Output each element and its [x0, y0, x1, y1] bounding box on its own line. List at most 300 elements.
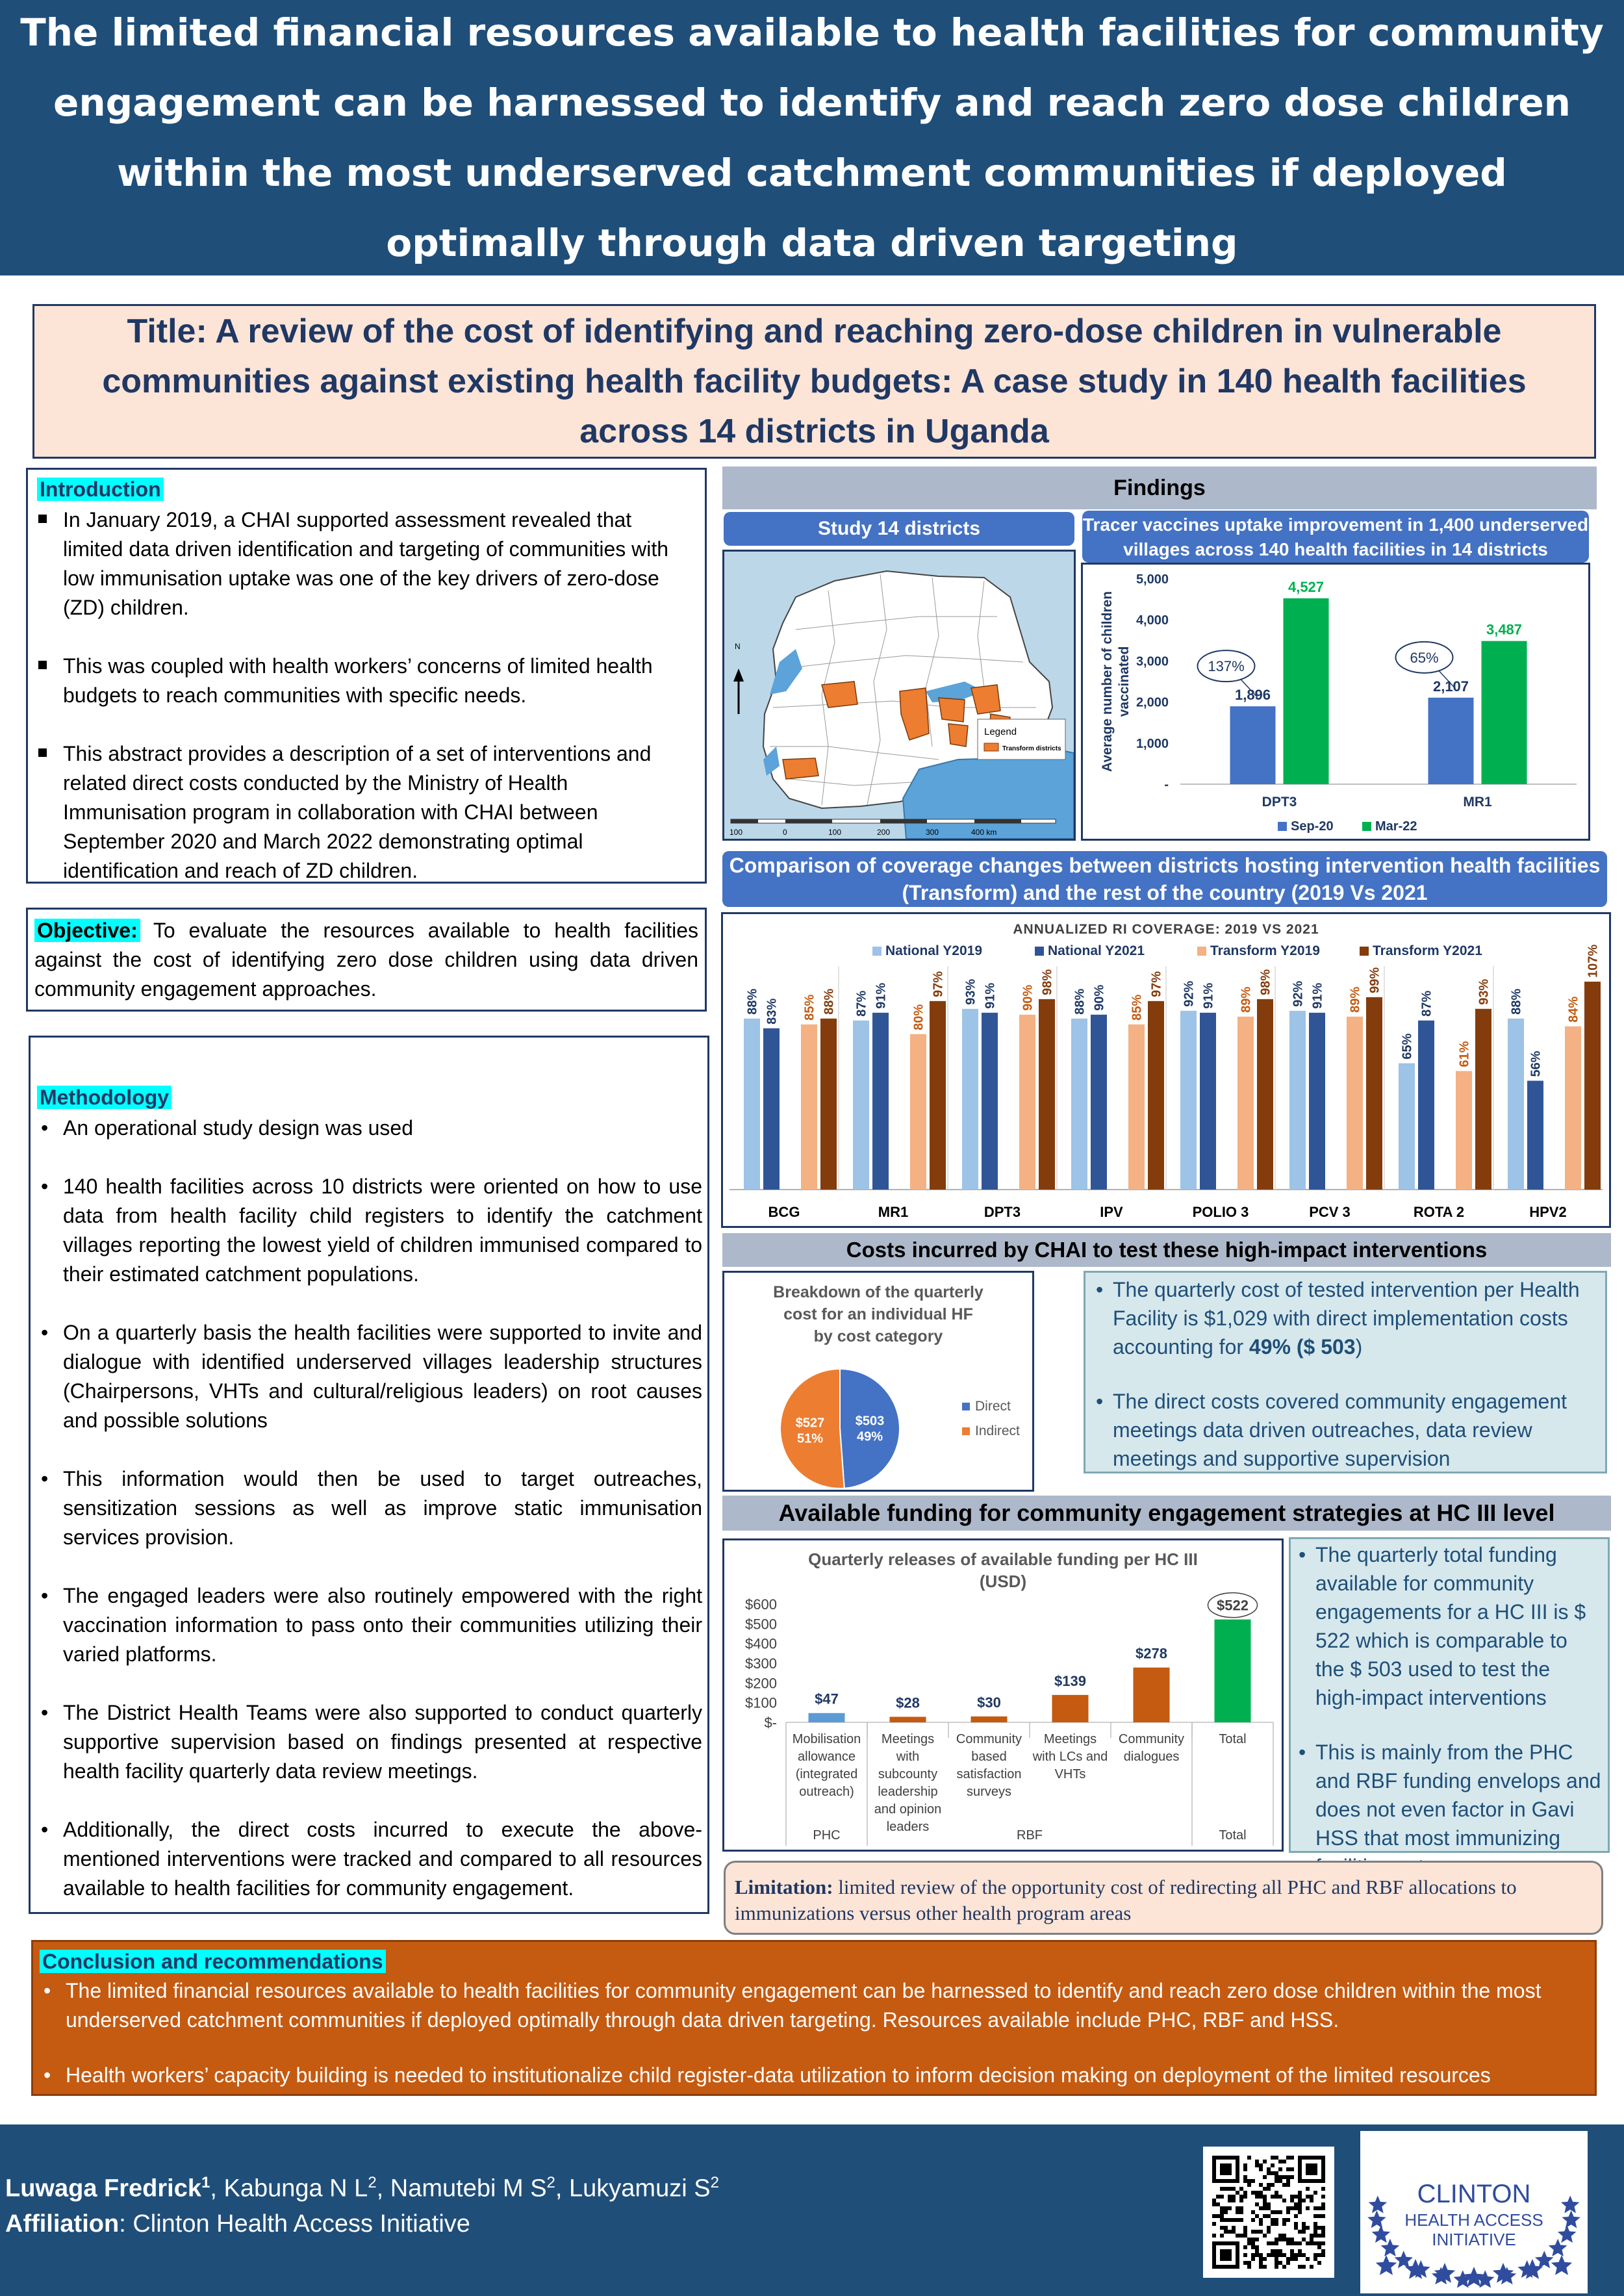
qr-module	[1247, 2183, 1251, 2187]
costs-bullet-close: )	[1355, 1335, 1363, 1358]
qr-module	[1271, 2171, 1275, 2175]
qr-module	[1251, 2230, 1255, 2234]
logo-star	[1372, 2225, 1391, 2243]
qr-module	[1290, 2249, 1294, 2253]
author-affiliation-mark: 1	[201, 2174, 210, 2191]
slice-pct-label: 49%	[856, 1429, 883, 1444]
qr-module	[1302, 2222, 1306, 2226]
qr-module	[1239, 2210, 1243, 2214]
qr-module	[1228, 2199, 1232, 2202]
y-tick-label: 4,000	[1136, 613, 1169, 628]
qr-module	[1278, 2253, 1282, 2257]
qr-module	[1275, 2156, 1278, 2160]
qr-module	[1236, 2234, 1239, 2238]
legend-swatch	[962, 1427, 970, 1435]
qr-module	[1290, 2167, 1294, 2171]
author-name: Luwaga Fredrick	[5, 2175, 201, 2202]
bar-value-label: 90%	[1092, 984, 1107, 1011]
qr-module	[1282, 2183, 1286, 2187]
qr-module	[1271, 2195, 1275, 2199]
qr-module	[1236, 2206, 1239, 2210]
group-label: Total	[1219, 1828, 1247, 1843]
qr-module	[1247, 2238, 1251, 2241]
qr-module	[1247, 2241, 1251, 2245]
qr-module	[1220, 2195, 1224, 2199]
qr-module	[1321, 2206, 1325, 2210]
slice-value-label: $503	[855, 1414, 885, 1429]
qr-module	[1310, 2238, 1313, 2241]
x-tick-label: and opinion	[874, 1802, 942, 1817]
qr-module	[1290, 2206, 1294, 2210]
qr-module	[1259, 2206, 1263, 2210]
bar	[1289, 1011, 1306, 1190]
legend-label: Transform Y2019	[1210, 943, 1320, 958]
qr-module	[1282, 2160, 1286, 2163]
y-axis-label-line2: vaccinated	[1117, 646, 1132, 717]
bar	[872, 1013, 889, 1190]
bar-value-label: 98%	[1258, 969, 1273, 995]
qr-module	[1302, 2238, 1306, 2241]
list-item: • The direct costs covered community engagement meetings data driven outreaches, data review meetings and supportive supervision	[1095, 1387, 1597, 1473]
bar-value-label: 93%	[963, 978, 978, 1005]
funding-text-box	[1289, 1537, 1610, 1853]
bar-value-label: $139	[1054, 1672, 1086, 1689]
qr-module	[1263, 2199, 1267, 2202]
qr-module	[1243, 2234, 1247, 2238]
qr-module	[1310, 2241, 1313, 2245]
x-tick-label: Mobilisation	[792, 1732, 861, 1746]
qr-module	[1255, 2238, 1259, 2241]
qr-module	[1271, 2163, 1275, 2167]
qr-module	[1271, 2156, 1275, 2160]
costs-bullet-text: The quarterly cost of tested intervention per Health Facility is $1,029 with direct implementation costs accounting for	[1113, 1278, 1580, 1358]
qr-module	[1290, 2257, 1294, 2261]
bar-value-label: 88%	[1072, 988, 1087, 1015]
qr-module	[1313, 2206, 1317, 2210]
list-item: • This information would then be used to target outreaches, sensitization sessions as well as improve static immunisation services provision.	[37, 1464, 702, 1552]
qr-module	[1259, 2195, 1263, 2199]
qr-module	[1259, 2265, 1263, 2269]
group-label: RBF	[1017, 1828, 1043, 1843]
bar	[1052, 1695, 1089, 1722]
legend-label: Indirect	[975, 1423, 1020, 1438]
bar-value-label: 4,527	[1288, 578, 1325, 595]
introduction-list	[37, 505, 696, 886]
qr-module	[1259, 2163, 1263, 2167]
uganda-map	[722, 550, 1076, 841]
bar	[910, 1034, 926, 1190]
qr-module	[1310, 2199, 1313, 2202]
bar-value-label: 88%	[822, 988, 837, 1015]
bar-value-label: 88%	[1509, 988, 1524, 1015]
qr-module	[1259, 2218, 1263, 2222]
map-legend-item: Transform districts	[1002, 745, 1061, 752]
chart-title-line: (USD)	[979, 1572, 1027, 1591]
qr-module	[1212, 2202, 1216, 2206]
qr-module	[1286, 2257, 1290, 2261]
limitation-label: Limitation:	[735, 1876, 833, 1898]
bar-value-label: 91%	[874, 982, 889, 1009]
qr-module	[1313, 2222, 1317, 2226]
bar	[890, 1717, 926, 1722]
bar-value-label: 85%	[802, 994, 817, 1021]
coverage-chart	[723, 914, 1609, 1226]
x-tick-label: HPV2	[1529, 1204, 1567, 1220]
list-item: • Health workers’ capacity building is needed to institutionalize child register-data utilization to inform decision making on deployment of the limited resources	[40, 2061, 1588, 2090]
x-tick-label: with	[896, 1750, 920, 1764]
pie-slice	[840, 1369, 900, 1488]
qr-module	[1243, 2195, 1247, 2199]
author-name: Kabunga N L	[223, 2175, 368, 2202]
conclusion-heading: Conclusion and recommendations	[40, 1950, 386, 1973]
qr-module	[1275, 2257, 1278, 2261]
map-legend-title: Legend	[984, 726, 1017, 737]
qr-module	[1313, 2191, 1317, 2195]
costs-header	[722, 1233, 1611, 1267]
qr-module	[1321, 2214, 1325, 2218]
qr-module	[1294, 2206, 1298, 2210]
legend-label: Mar-22	[1375, 819, 1417, 834]
x-tick-label: ROTA 2	[1413, 1204, 1465, 1220]
footer	[0, 2124, 1624, 2296]
author-affiliation-mark: 2	[368, 2174, 377, 2191]
x-tick-label: VHTs	[1054, 1767, 1086, 1781]
y-tick-label: $400	[745, 1635, 777, 1652]
qr-module	[1278, 2175, 1282, 2179]
bar-value-label: 87%	[854, 990, 869, 1017]
bar	[1508, 1019, 1524, 1190]
bar	[744, 1019, 760, 1190]
author-affiliation-mark: 2	[710, 2174, 719, 2191]
qr-finder-core	[1306, 2163, 1317, 2175]
logo-star	[1561, 2195, 1580, 2213]
qr-module	[1286, 2238, 1290, 2241]
qr-module	[1313, 2234, 1317, 2238]
qr-module	[1298, 2230, 1302, 2234]
affiliation-label: Affiliation	[5, 2210, 120, 2238]
qr-module	[1306, 2206, 1310, 2210]
legend-label: National Y2019	[885, 943, 983, 958]
logo-star	[1381, 2239, 1400, 2256]
bar	[1215, 1620, 1251, 1722]
x-tick-label: leadership	[878, 1785, 938, 1799]
qr-module	[1275, 2241, 1278, 2245]
bar-value-label: 93%	[1477, 978, 1491, 1005]
scale-label: 100	[828, 828, 842, 837]
bar-value-label: 99%	[1367, 967, 1382, 993]
qr-module	[1282, 2265, 1286, 2269]
qr-module	[1302, 2199, 1306, 2202]
qr-module	[1243, 2167, 1247, 2171]
bar	[1456, 1071, 1472, 1190]
qr-module	[1286, 2179, 1290, 2183]
qr-module	[1251, 2210, 1255, 2214]
logo-star	[1369, 2195, 1388, 2213]
qr-module	[1306, 2226, 1310, 2230]
qr-module	[1286, 2183, 1290, 2187]
x-tick-label: IPV	[1100, 1204, 1123, 1220]
qr-module	[1255, 2245, 1259, 2249]
qr-module	[1298, 2241, 1302, 2245]
qr-module	[1239, 2234, 1243, 2238]
qr-module	[1239, 2218, 1243, 2222]
bar-value-label: $47	[815, 1690, 839, 1707]
conclusion-panel	[31, 1940, 1597, 2096]
qr-module	[1267, 2167, 1271, 2171]
qr-module	[1278, 2179, 1282, 2183]
qr-module	[1278, 2261, 1282, 2265]
qr-module	[1290, 2253, 1294, 2257]
qr-module	[1267, 2214, 1271, 2218]
bar	[930, 1001, 946, 1190]
map-title-text: Study 14 districts	[817, 518, 981, 539]
scale-label: 200	[877, 828, 891, 837]
qr-module	[1302, 2230, 1306, 2234]
qr-code[interactable]	[1203, 2147, 1334, 2278]
x-tick-label: Community	[956, 1732, 1022, 1746]
scale-label: 400 km	[971, 828, 997, 837]
x-tick-label: outreach)	[799, 1785, 854, 1799]
qr-module	[1294, 2226, 1298, 2230]
qr-module	[1236, 2218, 1239, 2222]
qr-module	[1275, 2261, 1278, 2265]
qr-module	[1298, 2253, 1302, 2257]
qr-module	[1275, 2249, 1278, 2253]
qr-module	[1321, 2202, 1325, 2206]
qr-module	[1275, 2210, 1278, 2214]
qr-module	[1263, 2187, 1267, 2191]
qr-module	[1251, 2191, 1255, 2195]
tracer-chart-box	[1081, 563, 1590, 841]
methodology-panel	[29, 1036, 709, 1914]
qr-module	[1239, 2195, 1243, 2199]
qr-module	[1271, 2218, 1275, 2222]
qr-module	[1263, 2202, 1267, 2206]
list-item: • This is mainly from the PHC and RBF funding envelops and does not even factor in Gavi HSS that most immunizing	[1297, 1738, 1601, 1881]
qr-module	[1313, 2241, 1317, 2245]
legend-swatch	[1035, 947, 1044, 956]
qr-module	[1317, 2214, 1321, 2218]
scale-label: 300	[926, 828, 939, 837]
qr-module	[1236, 2210, 1239, 2214]
bar	[1019, 1015, 1035, 1190]
qr-module	[1263, 2257, 1267, 2261]
qr-module	[1247, 2179, 1251, 2183]
author-affiliation-mark: 2	[546, 2174, 555, 2191]
bar-value-label: 97%	[1149, 971, 1164, 997]
qr-module	[1259, 2261, 1263, 2265]
logo-line: INITIATIVE	[1432, 2230, 1516, 2249]
bar	[1039, 999, 1055, 1190]
bar-value-label: 89%	[1348, 986, 1363, 1013]
qr-module	[1290, 2199, 1294, 2202]
bar	[1527, 1080, 1543, 1190]
bar-value-label: 80%	[911, 1004, 926, 1030]
qr-module	[1232, 2187, 1236, 2191]
bar	[1399, 1064, 1415, 1190]
qr-module	[1255, 2214, 1259, 2218]
list-item: • An operational study design was used	[37, 1114, 702, 1143]
bar	[1230, 706, 1276, 784]
x-tick-label: (integrated	[795, 1767, 858, 1781]
qr-module	[1286, 2210, 1290, 2214]
legend-swatch	[1360, 947, 1369, 956]
x-tick-label: Community	[1118, 1732, 1185, 1746]
bar-value-label: 84%	[1566, 996, 1581, 1023]
bar-value-label: 65%	[1400, 1033, 1415, 1060]
qr-module	[1255, 2160, 1259, 2163]
list-item: This was coupled with health workers’ concerns of limited health budgets to reach communities with specific needs.	[37, 652, 696, 710]
qr-module	[1228, 2195, 1232, 2199]
introduction-panel	[26, 468, 707, 884]
qr-module	[1251, 2245, 1255, 2249]
y-tick-label: $100	[745, 1694, 777, 1711]
bar	[982, 1013, 998, 1190]
qr-module	[1228, 2218, 1232, 2222]
bar-value-label: 87%	[1419, 990, 1434, 1017]
qr-module	[1224, 2187, 1228, 2191]
objective-panel	[26, 908, 707, 1012]
qr-module	[1232, 2199, 1236, 2202]
qr-module	[1282, 2238, 1286, 2241]
bar	[1071, 1019, 1087, 1190]
qr-module	[1267, 2206, 1271, 2210]
funding-chart	[724, 1540, 1282, 1850]
introduction-heading: Introduction	[37, 478, 164, 501]
qr-module	[1243, 2261, 1247, 2265]
banner-headline: The limited financial resources available to health facilities for community engagement can be harnessed to identify and reach zero dose children within the most underserved catchment communities if deployed optimally through data driven targeting	[20, 10, 1604, 265]
qr-module	[1275, 2179, 1278, 2183]
legend-swatch	[962, 1403, 970, 1410]
author-name: Lukyamuzi S	[569, 2175, 711, 2202]
qr-module	[1224, 2206, 1228, 2210]
chart-title: ANNUALIZED RI COVERAGE: 2019 VS 2021	[1013, 922, 1319, 937]
qr-module	[1321, 2241, 1325, 2245]
qr-module	[1220, 2206, 1224, 2210]
qr-module	[1282, 2218, 1286, 2222]
qr-module	[1282, 2175, 1286, 2179]
legend-swatch	[1278, 822, 1287, 831]
qr-module	[1224, 2218, 1228, 2222]
bar-value-label: 90%	[1021, 984, 1035, 1011]
logo-star	[1562, 2210, 1580, 2228]
qr-module	[1267, 2230, 1271, 2234]
qr-module	[1267, 2171, 1271, 2175]
qr-module	[1228, 2230, 1232, 2234]
qr-module	[1239, 2187, 1243, 2191]
logo-star	[1522, 2259, 1543, 2279]
bar	[1565, 1027, 1581, 1190]
qr-module	[1232, 2195, 1236, 2199]
tracer-chart	[1083, 565, 1588, 839]
map-title	[724, 512, 1074, 546]
qr-module	[1212, 2234, 1216, 2238]
x-tick-label: Total	[1219, 1732, 1247, 1746]
bar	[1475, 1009, 1491, 1190]
x-tick-label: based	[971, 1750, 1007, 1764]
chart-title-line: Breakdown of the quarterly	[773, 1283, 983, 1301]
qr-module	[1290, 2241, 1294, 2245]
qr-module	[1243, 2253, 1247, 2257]
bar	[1347, 1017, 1363, 1190]
bar-value-label: 91%	[1201, 982, 1216, 1009]
qr-module	[1251, 2257, 1255, 2261]
qr-module	[1275, 2253, 1278, 2257]
qr-module	[1267, 2202, 1271, 2206]
qr-module	[1313, 2253, 1317, 2257]
qr-module	[1321, 2187, 1325, 2191]
y-tick-label: 1,000	[1136, 736, 1169, 751]
x-tick-label: DPT3	[983, 1204, 1021, 1220]
objective-heading: Objective:	[34, 919, 140, 942]
qr-module	[1317, 2261, 1321, 2265]
qr-module	[1267, 2187, 1271, 2191]
bar	[1366, 997, 1382, 1190]
poster-title: Title: A review of the cost of identifying and reaching zero-dose children in vulnerable communities against existing health facility budgets: A case study in 140 health facilities across 14 districts in Uganda	[102, 312, 1527, 450]
methodology-list	[37, 1114, 702, 1903]
qr-module	[1243, 2163, 1247, 2167]
qr-module	[1306, 2257, 1310, 2261]
qr-module	[1247, 2156, 1251, 2160]
x-tick-label: PCV 3	[1309, 1204, 1351, 1220]
legend-swatch	[1197, 947, 1206, 956]
x-tick-label: MR1	[878, 1204, 909, 1220]
qr-finder-core	[1220, 2249, 1232, 2261]
qr-module	[1271, 2222, 1275, 2226]
limitation-box	[724, 1861, 1603, 1935]
logo-star	[1367, 2210, 1386, 2228]
qr-module	[1298, 2191, 1302, 2195]
qr-module	[1259, 2230, 1263, 2234]
x-tick-label: surveys	[967, 1785, 1011, 1799]
qr-module	[1294, 2257, 1298, 2261]
qr-module	[1313, 2257, 1317, 2261]
qr-module	[1278, 2238, 1282, 2241]
qr-module	[1239, 2199, 1243, 2202]
qr-module	[1267, 2253, 1271, 2257]
y-tick-label: 5,000	[1136, 572, 1169, 587]
qr-module	[1255, 2163, 1259, 2167]
bar-value-label: 92%	[1291, 980, 1306, 1007]
bar-value-label: 92%	[1182, 980, 1197, 1007]
qr-module	[1282, 2253, 1286, 2257]
qr-finder-core	[1220, 2163, 1232, 2175]
bar	[1584, 982, 1601, 1190]
qr-module	[1317, 2206, 1321, 2210]
qr-module	[1255, 2191, 1259, 2195]
bar-value-label: 61%	[1457, 1041, 1472, 1067]
qr-module	[1282, 2234, 1286, 2238]
map-legend	[978, 719, 1065, 759]
bar	[820, 1019, 837, 1190]
qr-module	[1310, 2234, 1313, 2238]
x-tick-label: DPT3	[1262, 795, 1297, 810]
qr-module	[1278, 2195, 1282, 2199]
bar-value-label: 97%	[931, 971, 946, 997]
affiliation-line	[5, 2210, 470, 2238]
pie-chart	[724, 1273, 1032, 1490]
chart-title-line: by cost category	[813, 1327, 943, 1346]
qr-module	[1263, 2265, 1267, 2269]
logo-star	[1535, 2251, 1554, 2268]
list-item: • The limited financial resources available to health facilities for community engagement can be harnessed to identify and reach zero dose children within the most underserved catchment communities if deployed optimally through data driven targeting. Resources available include PHC, RBF and HSS.	[40, 1976, 1588, 2035]
qr-module	[1313, 2214, 1317, 2218]
qr-module	[1263, 2214, 1267, 2218]
qr-module	[1321, 2253, 1325, 2257]
qr-module	[1259, 2257, 1263, 2261]
bar-value-label: 3,487	[1486, 621, 1523, 638]
qr-module	[1286, 2261, 1290, 2265]
